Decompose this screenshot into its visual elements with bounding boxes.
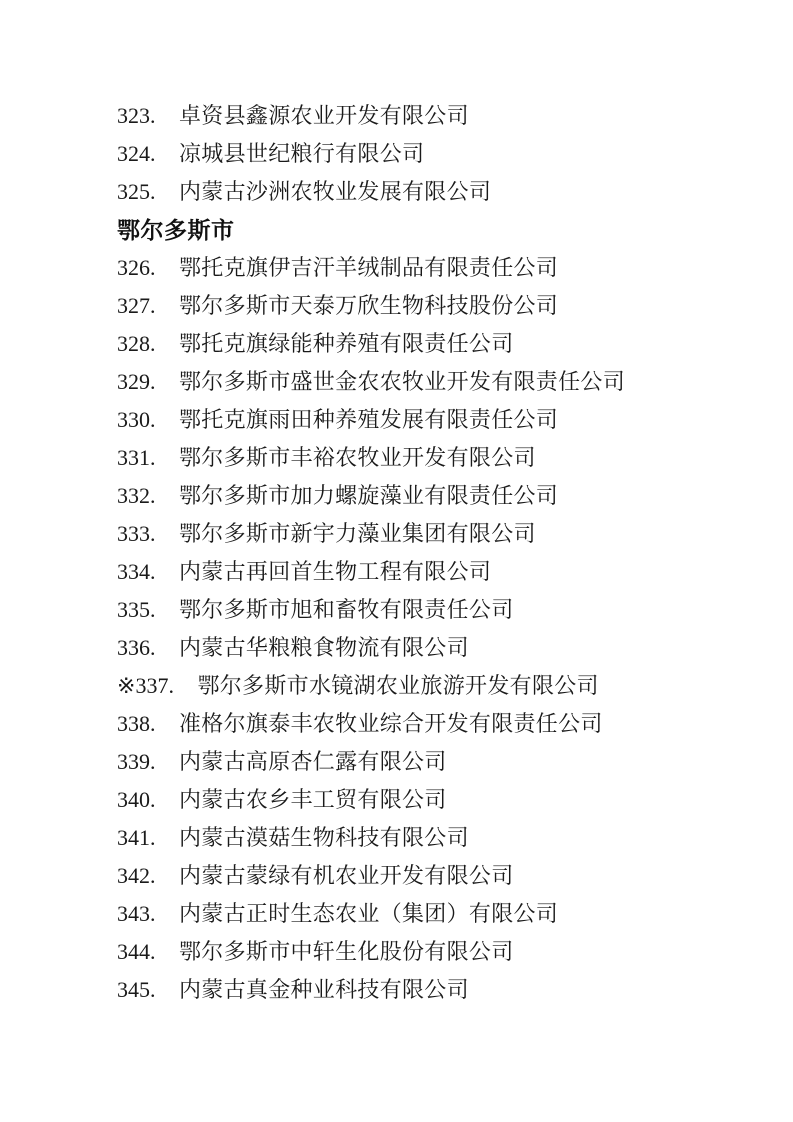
list-item-number: 341. [117,825,156,850]
company-name: 内蒙古蒙绿有机农业开发有限公司 [179,863,514,888]
list-item [117,363,738,401]
list-item-number: 339. [117,749,156,774]
company-name: 内蒙古再回首生物工程有限公司 [179,559,492,584]
company-name: 鄂托克旗绿能种养殖有限责任公司 [179,331,514,356]
list-item [117,287,738,325]
company-name: 内蒙古漠菇生物科技有限公司 [179,825,469,850]
company-name: 准格尔旗泰丰农牧业综合开发有限责任公司 [179,711,603,736]
company-name: 鄂尔多斯市中轩生化股份有限公司 [179,939,514,964]
list-item-starred [117,667,738,705]
list-item [117,477,738,515]
list-item-number: 328. [117,331,156,356]
list-item [117,857,738,895]
reference-mark: ※ [117,673,136,698]
company-name: 内蒙古高原杏仁露有限公司 [179,749,447,774]
list-item-number: 325. [117,179,156,204]
list-item-number: 324. [117,141,156,166]
list-item [117,515,738,553]
list-item [117,705,738,743]
section-heading-city: 鄂尔多斯市 [117,217,235,243]
company-name: 内蒙古正时生态农业（集团）有限公司 [179,901,559,926]
list-item-number: 334. [117,559,156,584]
list-item [117,781,738,819]
company-name: 鄂尔多斯市新宇力藻业集团有限公司 [179,521,536,546]
list-item-number: 323. [117,103,156,128]
list-item-number: 344. [117,939,156,964]
list-item [117,629,738,667]
company-name: 鄂尔多斯市盛世金农农牧业开发有限责任公司 [179,369,626,394]
list-item-number: 331. [117,445,156,470]
list-item-number: 345. [117,977,156,1002]
list-item [117,439,738,477]
company-name: 鄂尔多斯市水镜湖农业旅游开发有限公司 [197,673,599,698]
list-item [117,97,738,135]
company-name: 鄂托克旗雨田种养殖发展有限责任公司 [179,407,559,432]
list-item-number: 342. [117,863,156,888]
list-item [117,401,738,439]
list-item [117,971,738,1009]
list-item-number: 333. [117,521,156,546]
list-item-number: 327. [117,293,156,318]
list-item-number: 336. [117,635,156,660]
company-name: 内蒙古农乡丰工贸有限公司 [179,787,447,812]
list-item [117,553,738,591]
company-name: 内蒙古沙洲农牧业发展有限公司 [179,179,492,204]
company-name: 鄂托克旗伊吉汗羊绒制品有限责任公司 [179,255,559,280]
list-item [117,933,738,971]
company-name: 卓资县鑫源农业开发有限公司 [179,103,469,128]
company-name: 鄂尔多斯市加力螺旋藻业有限责任公司 [179,483,559,508]
list-item [117,249,738,287]
list-item-number: 326. [117,255,156,280]
list-item [117,135,738,173]
list-item-number: 343. [117,901,156,926]
company-name: 鄂尔多斯市丰裕农牧业开发有限公司 [179,445,536,470]
company-name: 内蒙古华粮粮食物流有限公司 [179,635,469,660]
list-item-number: 340. [117,787,156,812]
list-item [117,895,738,933]
list-item [117,819,738,857]
list-item-number: 332. [117,483,156,508]
list-item [117,173,738,211]
list-item-number: 337. [135,673,174,698]
company-name: 鄂尔多斯市旭和畜牧有限责任公司 [179,597,514,622]
list-item-number: 330. [117,407,156,432]
list-item [117,325,738,363]
list-item [117,743,738,781]
list-item-number: 329. [117,369,156,394]
list-item [117,591,738,629]
company-name: 鄂尔多斯市天泰万欣生物科技股份公司 [179,293,559,318]
list-item-number: 335. [117,597,156,622]
company-name: 凉城县世纪粮行有限公司 [179,141,425,166]
list-item-number: 338. [117,711,156,736]
company-name: 内蒙古真金种业科技有限公司 [179,977,469,1002]
